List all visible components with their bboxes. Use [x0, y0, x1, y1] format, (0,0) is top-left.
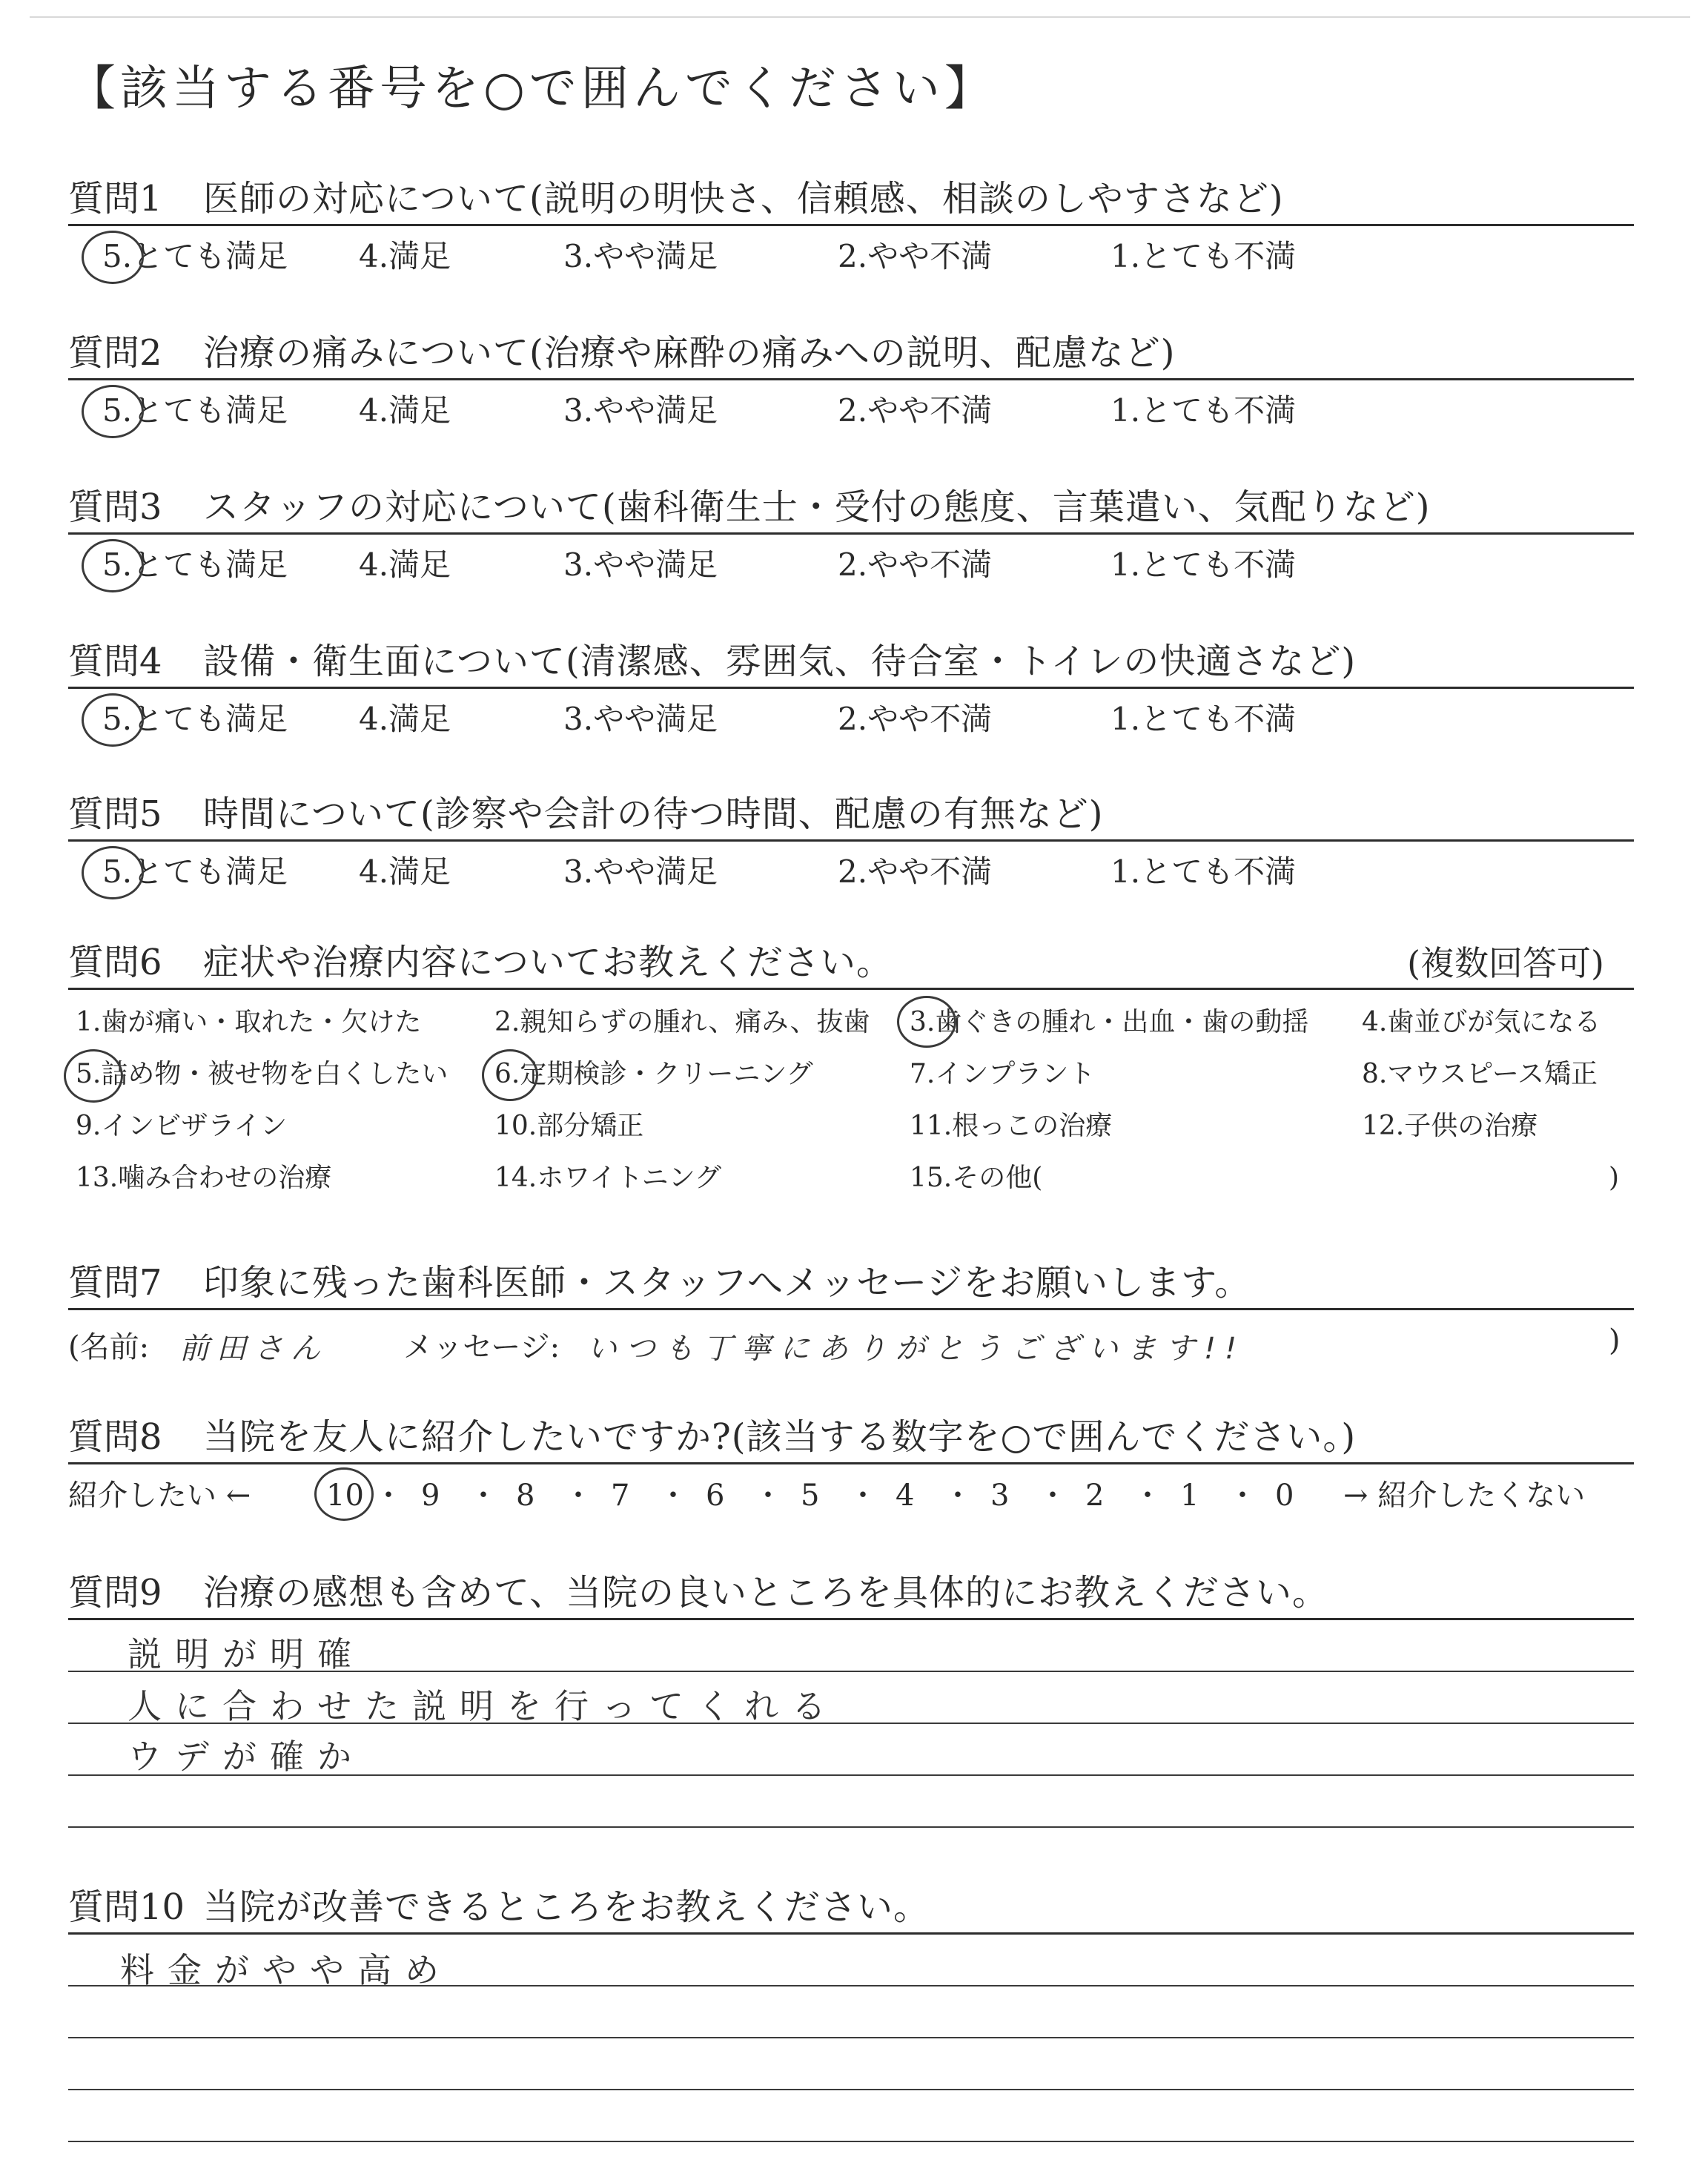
rating-option-3[interactable]: 3.やや満足 — [563, 392, 718, 429]
answer-line — [68, 2037, 1634, 2038]
question-label: 質問9 — [68, 1572, 162, 1614]
selection-circle — [82, 846, 144, 899]
scale-value-10[interactable]: 10 — [326, 1479, 364, 1513]
scale-value-0[interactable]: 0 — [1275, 1479, 1294, 1513]
symptom-option-8[interactable]: 8.マウスピース矯正 — [1362, 1059, 1598, 1089]
name-value[interactable]: 前田さん — [179, 1332, 328, 1366]
rating-option-5[interactable]: 5.とても満足 — [102, 701, 288, 737]
selection-circle — [82, 385, 144, 438]
rating-option-4[interactable]: 4.満足 — [359, 238, 451, 274]
rating-option-2[interactable]: 2.やや不満 — [838, 392, 993, 429]
question-text: 時間について(診察や会計の待つ時間、配慮の有無など) — [203, 793, 1104, 835]
selection-circle — [82, 693, 144, 747]
sheet-title: 【該当する番号を○で囲んでください】 — [68, 62, 996, 116]
question-2 — [68, 310, 1634, 440]
recommend-scale — [68, 1464, 1634, 1524]
scale-separator: ・ — [1133, 1479, 1162, 1513]
handwritten-answer: 人に合わせた説明を行ってくれる — [128, 1686, 839, 1726]
question-text: 当院を友人に紹介したいですか?(該当する数字を○で囲んでください。) — [203, 1416, 1357, 1458]
question-label: 質問6 — [68, 942, 162, 983]
rating-options — [68, 842, 1634, 901]
question-label: 質問7 — [68, 1262, 162, 1304]
question-5-header — [68, 771, 1634, 842]
symptom-option-12[interactable]: 12.子供の治療 — [1362, 1111, 1538, 1141]
question-label: 質問10 — [68, 1886, 185, 1928]
message-row — [68, 1310, 1634, 1370]
scale-separator: ・ — [753, 1479, 783, 1513]
question-text: 設備・衛生面について(清潔感、雰囲気、待合室・トイレの快適さなど) — [203, 641, 1357, 682]
question-label: 質問8 — [68, 1416, 162, 1458]
answer-line — [68, 1826, 1634, 1828]
question-text: 医師の対応について(説明の明快さ、信頼感、相談のしやすさなど) — [203, 178, 1284, 219]
scale-value-2[interactable]: 2 — [1085, 1479, 1105, 1513]
rating-option-2[interactable]: 2.やや不満 — [838, 238, 993, 274]
rating-options — [68, 226, 1634, 285]
question-3-header — [68, 464, 1634, 535]
rating-option-3[interactable]: 3.やや満足 — [563, 546, 718, 583]
question-label: 質問1 — [68, 178, 162, 219]
scale-value-5[interactable]: 5 — [801, 1479, 820, 1513]
rating-option-4[interactable]: 4.満足 — [359, 546, 451, 583]
symptom-option-3[interactable]: 3.歯ぐきの腫れ・出血・歯の動揺 — [910, 1007, 1309, 1037]
rating-option-1[interactable]: 1.とても不満 — [1110, 853, 1297, 890]
rating-option-3[interactable]: 3.やや満足 — [563, 238, 718, 274]
symptom-option-6[interactable]: 6.定期検診・クリーニング — [494, 1059, 813, 1089]
scale-value-7[interactable]: 7 — [611, 1479, 630, 1513]
scale-separator: ・ — [374, 1479, 403, 1513]
question-7-header — [68, 1240, 1634, 1310]
rating-options — [68, 689, 1634, 748]
question-8 — [68, 1394, 1634, 1524]
symptom-option-13[interactable]: 13.噛み合わせの治療 — [76, 1163, 332, 1193]
scale-separator: ・ — [469, 1479, 498, 1513]
multiple-answer-note: (複数回答可) — [1407, 943, 1604, 983]
answer-line — [68, 2089, 1634, 2090]
question-1 — [68, 156, 1634, 285]
question-9-header — [68, 1550, 1634, 1620]
question-text: 当院が改善できるところをお教えください。 — [203, 1886, 930, 1928]
question-7 — [68, 1240, 1634, 1370]
rating-option-4[interactable]: 4.満足 — [359, 853, 451, 890]
question-text: 印象に残った歯科医師・スタッフへメッセージをお願いします。 — [203, 1262, 1251, 1304]
symptom-option-5[interactable]: 5.詰め物・被せ物を白くしたい — [76, 1059, 448, 1089]
rating-option-4[interactable]: 4.満足 — [359, 701, 451, 737]
symptom-option-11[interactable]: 11.根っこの治療 — [910, 1111, 1113, 1141]
scale-value-8[interactable]: 8 — [516, 1479, 535, 1513]
question-6-header — [68, 919, 1634, 990]
symptom-option-14[interactable]: 14.ホワイトニング — [494, 1163, 722, 1193]
other-close-paren: ) — [1609, 1163, 1620, 1193]
top-rule — [30, 16, 1690, 18]
question-label: 質問5 — [68, 793, 162, 835]
rating-option-2[interactable]: 2.やや不満 — [838, 701, 993, 737]
handwritten-answer: 料金がやや高め — [120, 1950, 452, 1990]
scale-separator: ・ — [658, 1479, 688, 1513]
question-5 — [68, 771, 1634, 901]
question-10 — [68, 1869, 1634, 2157]
question-label: 質問4 — [68, 641, 162, 682]
rating-option-5[interactable]: 5.とても満足 — [102, 546, 288, 583]
scale-value-1[interactable]: 1 — [1180, 1479, 1199, 1513]
rating-option-1[interactable]: 1.とても不満 — [1110, 701, 1297, 737]
question-label: 質問2 — [68, 332, 162, 374]
selection-circle — [482, 1049, 538, 1101]
question-text: 治療の痛みについて(治療や麻酔の痛みへの説明、配慮など) — [203, 332, 1176, 374]
scale-left-label: 紹介したい ← — [68, 1479, 251, 1513]
rating-options — [68, 380, 1634, 440]
symptom-option-10[interactable]: 10.部分矯正 — [494, 1111, 644, 1141]
question-6 — [68, 919, 1634, 1205]
question-1-header — [68, 156, 1634, 226]
question-9 — [68, 1550, 1634, 1843]
scale-separator: ・ — [1228, 1479, 1257, 1513]
question-10-header — [68, 1869, 1634, 1935]
scale-value-4[interactable]: 4 — [896, 1479, 915, 1513]
rating-option-2[interactable]: 2.やや不満 — [838, 853, 993, 890]
rating-option-3[interactable]: 3.やや満足 — [563, 853, 718, 890]
answer-area[interactable] — [68, 1935, 1634, 2157]
scale-separator: ・ — [943, 1479, 973, 1513]
rating-options — [68, 535, 1634, 594]
selection-circle — [82, 231, 144, 284]
rating-option-3[interactable]: 3.やや満足 — [563, 701, 718, 737]
message-label: メッセージ: — [403, 1330, 560, 1364]
handwritten-answer: ウデが確か — [128, 1737, 365, 1777]
message-close-paren: ) — [1609, 1324, 1621, 1358]
scale-separator: ・ — [563, 1479, 593, 1513]
selection-circle — [897, 996, 956, 1048]
name-label: (名前: — [68, 1330, 150, 1364]
symptom-option-15[interactable]: 15.その他( — [910, 1163, 1043, 1193]
symptom-option-2[interactable]: 2.親知らずの腫れ、痛み、抜歯 — [494, 1007, 870, 1037]
answer-line — [68, 2141, 1634, 2142]
question-text: スタッフの対応について(歯科衛生士・受付の態度、言葉遣い、気配りなど) — [203, 486, 1431, 528]
rating-option-5[interactable]: 5.とても満足 — [102, 392, 288, 429]
symptom-options — [68, 990, 1634, 1205]
question-4 — [68, 618, 1634, 748]
scale-separator: ・ — [848, 1479, 878, 1513]
question-8-header — [68, 1394, 1634, 1464]
rating-option-5[interactable]: 5.とても満足 — [102, 853, 288, 890]
scale-separator: ・ — [1038, 1479, 1068, 1513]
rating-option-1[interactable]: 1.とても不満 — [1110, 238, 1297, 274]
selection-circle — [64, 1049, 123, 1103]
symptom-option-9[interactable]: 9.インビザライン — [76, 1111, 288, 1141]
rating-option-1[interactable]: 1.とても不満 — [1110, 392, 1297, 429]
scale-value-6[interactable]: 6 — [706, 1479, 725, 1513]
selection-circle — [82, 539, 144, 592]
selection-circle — [314, 1467, 374, 1521]
question-text: 治療の感想も含めて、当院の良いところを具体的にお教えください。 — [203, 1572, 1329, 1614]
question-3 — [68, 464, 1634, 594]
symptom-option-4[interactable]: 4.歯並びが気になる — [1362, 1007, 1601, 1037]
scale-value-3[interactable]: 3 — [990, 1479, 1010, 1513]
symptom-option-1[interactable]: 1.歯が痛い・取れた・欠けた — [76, 1007, 422, 1037]
question-text: 症状や治療内容についてお教えください。 — [203, 942, 893, 983]
rating-option-2[interactable]: 2.やや不満 — [838, 546, 993, 583]
rating-option-1[interactable]: 1.とても不満 — [1110, 546, 1297, 583]
message-value[interactable]: いつも丁寧にありがとうございます!! — [587, 1332, 1246, 1366]
scale-right-label: → 紹介したくない — [1343, 1479, 1586, 1513]
question-4-header — [68, 618, 1634, 689]
question-2-header — [68, 310, 1634, 380]
rating-option-4[interactable]: 4.満足 — [359, 392, 451, 429]
symptom-option-7[interactable]: 7.インプラント — [910, 1059, 1096, 1089]
scale-value-9[interactable]: 9 — [421, 1479, 440, 1513]
handwritten-answer: 説明が明確 — [128, 1634, 365, 1674]
rating-option-5[interactable]: 5.とても満足 — [102, 238, 288, 274]
answer-area[interactable] — [68, 1620, 1634, 1843]
question-label: 質問3 — [68, 486, 162, 528]
